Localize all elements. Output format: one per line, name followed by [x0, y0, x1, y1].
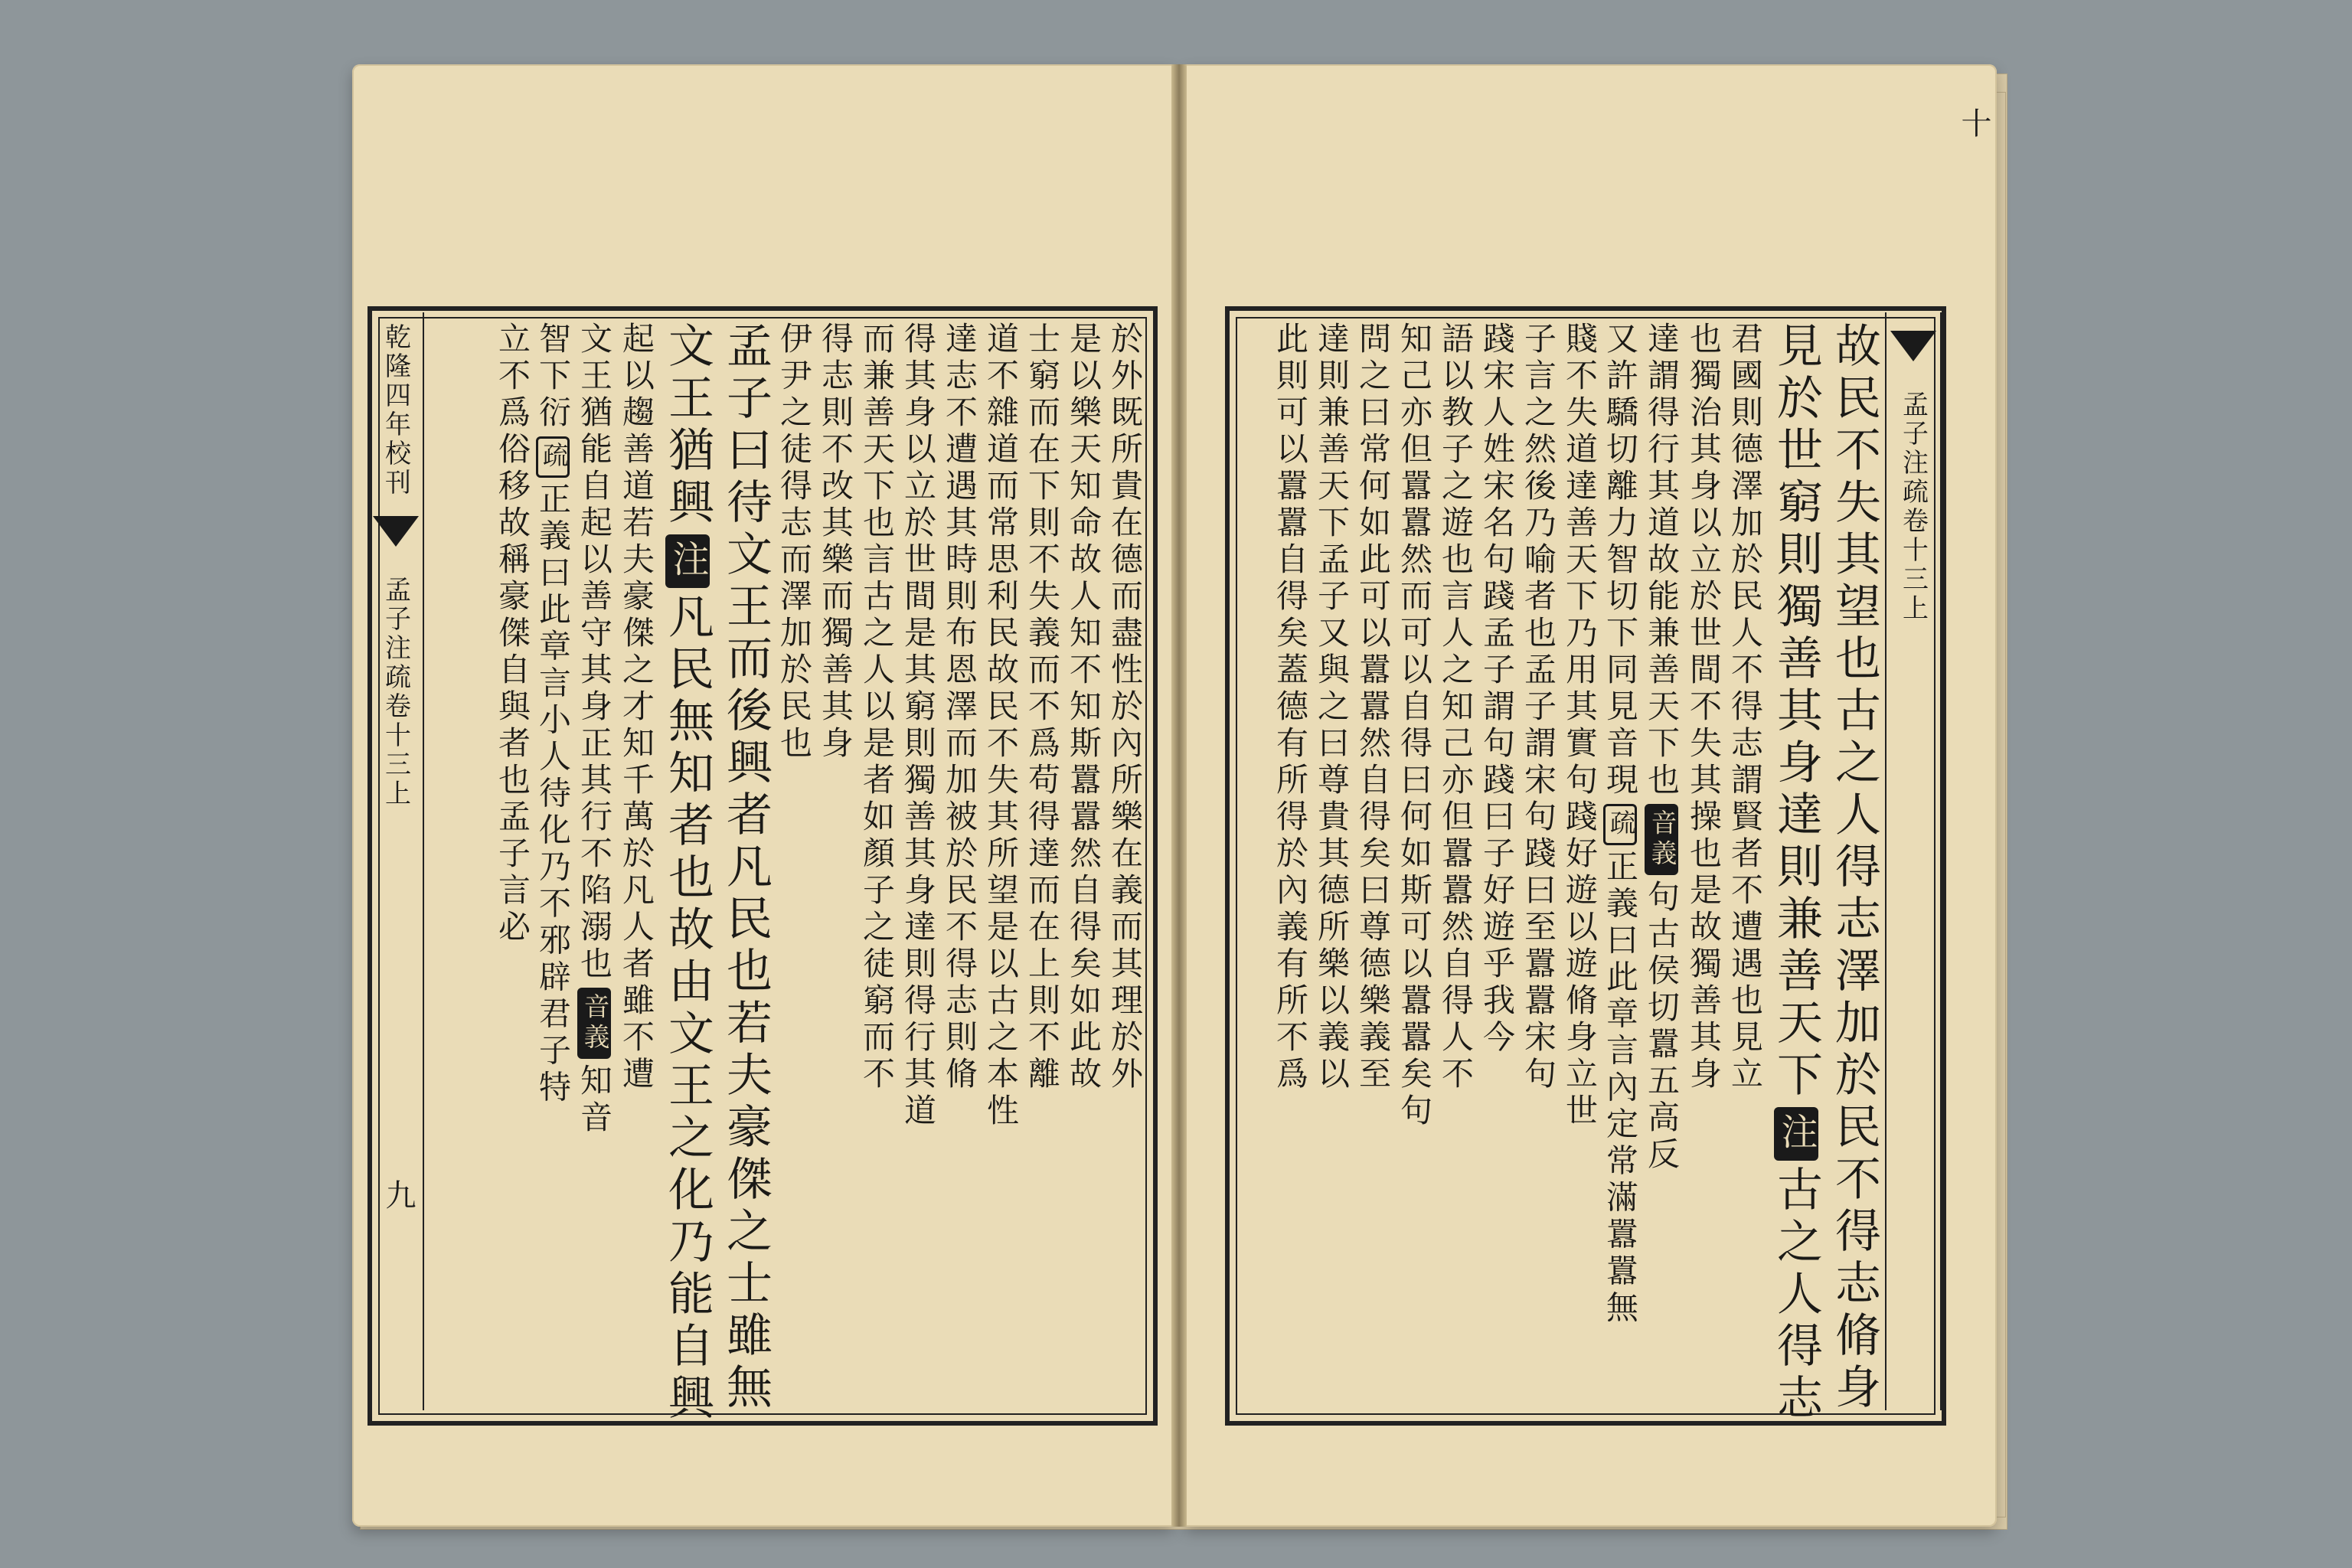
column-text: 達則兼善天下孟子又與之曰尊貴其德所樂以義以 [1313, 322, 1351, 1093]
column-text: 正義曰此章言小人待化乃不邪辟君子特 [534, 482, 572, 1107]
column-text: 是以樂天知命故人知不知斯囂囂然自得矣如此故 [1065, 322, 1102, 1093]
column-text: 句古侯切囂五高反 [1643, 880, 1681, 1174]
edition-label: 乾隆四年校刊 [380, 323, 411, 498]
column-text: 於外既所貴在德而盡性於內所樂在義而其理於外 [1106, 322, 1144, 1093]
text-column [577, 322, 611, 1409]
column-text: 起以趨善道若夫豪傑之才知千萬於凡人者雖不遭 [618, 322, 655, 1093]
text-column [1024, 322, 1061, 1409]
text-column [1520, 322, 1557, 1409]
text-column [1106, 322, 1144, 1409]
text-column [1396, 322, 1433, 1409]
column-text: 古之人得志 [1769, 1165, 1823, 1426]
text-column [1726, 322, 1764, 1409]
annotation-marker: 注 [1774, 1107, 1818, 1161]
column-text: 凡民無知者也故由文王之化乃能自興 [661, 593, 714, 1426]
column-text: 立不爲俗移故稱豪傑自與者也孟子言必 [494, 322, 531, 946]
text-column [1685, 322, 1723, 1409]
text-column [1354, 322, 1392, 1409]
column-text: 得志則不改其樂而獨善其身 [817, 322, 854, 763]
text-column [982, 322, 1020, 1409]
text-column [1827, 322, 1881, 1415]
text-column [817, 322, 854, 1409]
column-text: 故民不失其望也古之人得志澤加於民不得志脩身 [1828, 322, 1881, 1415]
text-column [1065, 322, 1102, 1409]
text-column [1313, 322, 1351, 1409]
left-text-columns [429, 322, 1144, 1426]
column-text: 道不雜道而常思利民故民不失其所望是以古之本性 [982, 322, 1020, 1130]
text-column [1437, 322, 1475, 1409]
text-column [660, 322, 714, 1426]
column-text: 達謂得行其道故能兼善天下也 [1643, 322, 1681, 799]
fold-title: 孟子注疏卷十三上 [1897, 390, 1929, 623]
text-column [1478, 322, 1516, 1409]
text-column [618, 322, 655, 1409]
column-text: 知己亦但囂囂然而可以自得曰何如斯可以囂囂矣句 [1396, 322, 1433, 1130]
column-text: 此則可以囂囂自得矣蓋德有所得於內義有所不爲 [1272, 322, 1309, 1093]
column-text: 達志不遭遇其時則布恩澤而加被於民不得志則脩 [941, 322, 978, 1093]
column-text: 伊尹之徒得志而澤加於民也 [776, 322, 813, 763]
column-text: 文王猶興 [661, 322, 714, 530]
column-text: 子言之然後乃喻者也孟子謂宋句踐曰至囂囂宋句 [1520, 322, 1557, 1093]
left-fold-margin [368, 312, 424, 1410]
text-column [1769, 322, 1823, 1426]
text-column [494, 322, 531, 1409]
annotation-marker: 音義 [1645, 804, 1678, 875]
column-text: 智下衍 [534, 322, 572, 432]
text-column [900, 322, 937, 1409]
column-text: 踐宋人姓宋名句踐孟子謂句踐曰子好遊乎我今 [1478, 322, 1516, 1057]
page-number: 十 [1956, 107, 1991, 138]
column-text: 見於世窮則獨善其身達則兼善天下 [1769, 322, 1823, 1102]
text-column [1272, 322, 1309, 1409]
fish-tail-icon [1890, 331, 1936, 361]
column-text: 語以教子之遊也言人之知己亦但囂囂然自得人不 [1437, 322, 1475, 1093]
column-text: 士窮而在下則不失義而不爲苟得達而在上則不離 [1024, 322, 1061, 1093]
column-text: 孟子曰待文王而後興者凡民也若夫豪傑之士雖無 [719, 322, 773, 1415]
column-text: 賤不失道達善天下乃用其實句踐好遊以遊脩身立世 [1561, 322, 1599, 1130]
column-text: 得其身以立於世間是其窮則獨善其身達則得行其道 [900, 322, 937, 1130]
text-column [941, 322, 978, 1409]
column-text: 君國則德澤加於民人不得志謂賢者不遭遇也見立 [1726, 322, 1764, 1093]
text-column [536, 322, 570, 1409]
right-text-columns [1234, 322, 1881, 1426]
column-text: 又許驕切離力智切下同見音現 [1602, 322, 1639, 799]
column-text: 也獨治其身以立於世間不失其操也是故獨善其身 [1685, 322, 1723, 1093]
annotation-marker: 音義 [577, 988, 611, 1059]
right-fold-margin [1885, 312, 1942, 1410]
text-column [1603, 322, 1637, 1409]
page-number: 九 [381, 1179, 416, 1210]
fish-tail-icon [373, 516, 419, 547]
annotation-marker: 疏 [1603, 804, 1637, 845]
text-column [718, 322, 773, 1415]
column-text: 知音 [576, 1063, 613, 1138]
column-text: 而兼善天下也言古之人以是者如顏子之徒窮而不 [858, 322, 896, 1093]
fold-title: 孟子注疏卷十三上 [380, 576, 411, 808]
text-column [1561, 322, 1599, 1409]
text-column [776, 322, 813, 1409]
text-column [1643, 322, 1681, 1409]
text-column [858, 322, 896, 1409]
column-text: 文王猶能自起以善守其身正其行不陷溺也 [576, 322, 613, 983]
column-text: 正義曰此章言內定常滿囂囂無 [1602, 849, 1639, 1328]
book-gutter [1171, 64, 1187, 1527]
annotation-marker: 疏 [536, 436, 570, 478]
column-text: 問之曰常何如此可以囂囂然自得矣曰尊德樂義至 [1354, 322, 1392, 1093]
annotation-marker: 注 [665, 534, 710, 588]
